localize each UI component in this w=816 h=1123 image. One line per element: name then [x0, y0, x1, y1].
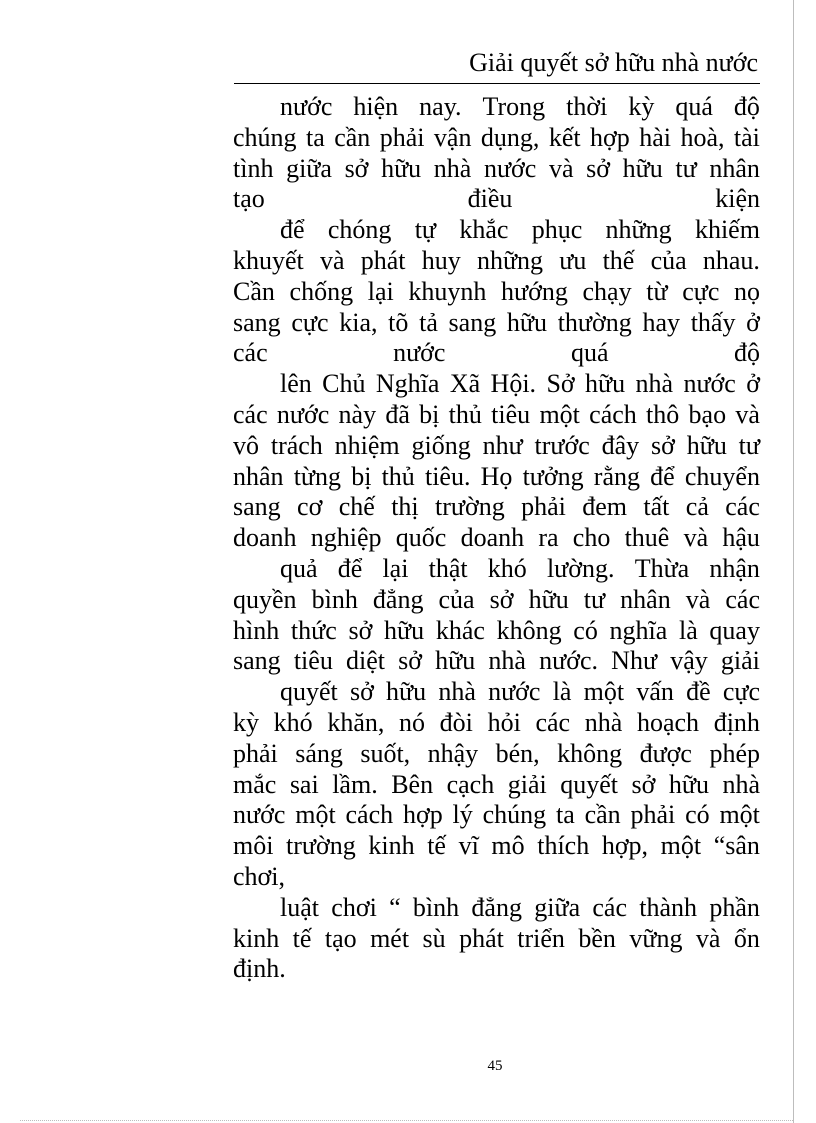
word: của [438, 584, 475, 614]
word: phần [709, 892, 760, 922]
word: tõ [388, 307, 409, 337]
word: nghiệp [310, 523, 382, 553]
word: khó [273, 707, 313, 737]
word: hợp, [601, 831, 649, 861]
word: ưu [559, 245, 587, 275]
text-line [233, 308, 760, 339]
word: cực [722, 677, 760, 707]
word: từ [646, 276, 668, 306]
word: nghĩa [609, 615, 668, 645]
word: khắc [459, 215, 509, 245]
text-line [233, 246, 760, 277]
word: cách [589, 399, 637, 429]
word: cơ [297, 492, 323, 522]
word: quá [675, 92, 713, 121]
word: và [695, 923, 721, 953]
text-line [233, 893, 760, 924]
word: một [660, 831, 702, 861]
word: huy [421, 245, 461, 275]
word: nhà [722, 769, 760, 799]
word: của [650, 245, 687, 275]
word: là [552, 677, 572, 707]
word: những [476, 245, 544, 275]
word: hữu [668, 769, 709, 799]
word: đòi [439, 707, 473, 737]
word: không [496, 615, 562, 645]
word: kỳ [628, 92, 655, 121]
word: cả [685, 492, 709, 522]
word: có [685, 800, 710, 830]
text-line [233, 462, 760, 493]
word: quả [280, 553, 318, 583]
page-edge-right [793, 0, 794, 1123]
word: kết [548, 122, 581, 152]
word: sở [586, 153, 611, 183]
word: nước [233, 800, 286, 830]
word: nước [276, 399, 330, 429]
word: các [233, 399, 268, 429]
text-line [233, 123, 760, 154]
text-line [233, 184, 760, 215]
word: quay [709, 615, 760, 645]
text-line [233, 646, 760, 677]
word: nhà [635, 369, 674, 399]
page-edge-bottom [20, 1120, 793, 1121]
word: các [592, 892, 628, 922]
text-line [233, 800, 760, 831]
word: sang [448, 307, 497, 337]
word: “sân [713, 831, 760, 861]
word: trường [435, 492, 505, 522]
word: giữa [286, 153, 332, 183]
word: triển [517, 923, 565, 953]
word: bạo [688, 399, 727, 429]
word: chóng [327, 215, 392, 245]
word: tiêu. [424, 461, 471, 491]
text-line [233, 523, 760, 554]
word: Cần [233, 276, 275, 306]
word: lại [367, 276, 394, 306]
word: nước [683, 369, 736, 399]
word: hậu [722, 523, 760, 553]
word: một [295, 800, 336, 830]
word: nhà [433, 153, 472, 183]
word: Chủ [322, 369, 366, 399]
word: Xã [449, 369, 481, 399]
word: nước [393, 338, 446, 368]
word: vững [629, 923, 683, 953]
word: và [548, 153, 574, 183]
word: hữu [528, 584, 569, 614]
word: không [557, 738, 623, 768]
word: thường [557, 307, 632, 337]
word: và [683, 523, 709, 553]
word: đây [601, 430, 640, 460]
word: sang [233, 646, 281, 676]
text-line [233, 554, 760, 585]
word: có [573, 615, 598, 645]
word: Trong [482, 92, 546, 121]
word: kiện [715, 184, 760, 214]
text-line [233, 369, 760, 400]
word: lường. [546, 553, 615, 583]
word: trách [270, 430, 323, 460]
word: giải [507, 769, 547, 799]
word: các [233, 338, 268, 368]
word: sở [651, 430, 675, 460]
word: các [725, 584, 760, 614]
header-rule [234, 83, 760, 84]
word: sang [233, 307, 281, 337]
word: hữu [622, 153, 663, 183]
word: lên [280, 369, 312, 399]
word: môi [233, 831, 274, 861]
word: nhau. [702, 245, 760, 275]
word: thuê [624, 523, 670, 553]
word: hoà, [680, 122, 725, 152]
word: “ [389, 892, 401, 922]
word: một [719, 800, 760, 830]
word: điều [467, 184, 513, 214]
word: và [735, 399, 760, 429]
word: sở [349, 677, 374, 707]
word: đem [582, 492, 628, 522]
text-line [233, 616, 760, 647]
word: kinh [368, 831, 415, 861]
word: thủ [448, 399, 482, 429]
word: hữu [381, 153, 422, 183]
word: vĩ [458, 831, 479, 861]
word: thời [566, 92, 608, 121]
word: tư [738, 430, 760, 460]
word: chuyển [684, 461, 760, 491]
text-line [233, 924, 760, 955]
word: hiện [353, 92, 399, 121]
word: bị [351, 461, 372, 491]
text-line [233, 400, 760, 431]
text-line [233, 831, 760, 862]
word: tiêu [293, 646, 333, 676]
word: thủ [381, 461, 415, 491]
page-number: 45 [487, 1058, 503, 1074]
word: cần [334, 122, 371, 152]
word: ổn [733, 923, 760, 953]
word: bền [578, 923, 616, 953]
word: thô [646, 399, 680, 429]
word: hợp [402, 800, 443, 830]
word: kinh [233, 923, 280, 953]
word: các [725, 492, 760, 522]
word: thức [290, 615, 337, 645]
text-line [233, 492, 760, 523]
word: các [535, 707, 571, 737]
word: hình [233, 615, 280, 645]
word: quá [570, 338, 609, 368]
word: cần [584, 800, 621, 830]
word: tình [233, 153, 274, 183]
word: trước [534, 430, 590, 460]
word: tả [419, 307, 438, 337]
word: cạch [446, 769, 495, 799]
word: này [338, 399, 377, 429]
word: Hội. [490, 369, 537, 399]
word: hữu [435, 646, 476, 676]
word: nhà [438, 677, 476, 707]
word: và [685, 584, 711, 614]
word: nhà [488, 646, 526, 676]
word: tưởng [522, 461, 584, 491]
word: định [713, 707, 760, 737]
word: doanh [233, 523, 297, 553]
word: vô [233, 430, 259, 460]
word: để [337, 553, 363, 583]
text-line [233, 277, 760, 308]
word: khiếm [694, 215, 760, 245]
word: để [650, 461, 675, 491]
word: nước [483, 153, 537, 183]
word: lầm. [332, 769, 378, 799]
word: ra [538, 523, 559, 553]
word: vậy [670, 646, 708, 676]
word: phải [379, 122, 425, 152]
word: ta [555, 800, 575, 830]
text-line [233, 677, 760, 708]
word: nước. [539, 646, 599, 676]
word: chế [338, 492, 375, 522]
word: hợp [590, 122, 630, 152]
word: giống [411, 430, 471, 460]
word: độ [733, 338, 760, 368]
word: là [678, 615, 698, 645]
word: dụng, [480, 122, 540, 152]
word: ở [746, 307, 760, 337]
word: khác [435, 615, 485, 645]
word: nhân [233, 461, 284, 491]
word: sở [348, 615, 373, 645]
word: mắc [233, 769, 277, 799]
word: hỏi [487, 707, 521, 737]
text-line [233, 708, 760, 739]
word: quyền [233, 584, 297, 614]
word: bình [311, 584, 358, 614]
word: những [605, 215, 672, 245]
word: tạo [324, 923, 357, 953]
word: đề [686, 677, 711, 707]
word: sù [422, 923, 446, 953]
text-line [233, 770, 760, 801]
word: khăn, [327, 707, 385, 737]
word: chúng [233, 122, 297, 152]
word: nhận [709, 553, 760, 583]
word: khuyết [233, 245, 304, 275]
word: nhậy [427, 738, 479, 768]
word: đẳng [372, 584, 424, 614]
word: hữu [585, 369, 626, 399]
word: vấn [636, 677, 674, 707]
word: sáng [295, 738, 343, 768]
text-line [233, 585, 760, 616]
word: phát [360, 245, 406, 275]
body-text [233, 92, 760, 985]
word: tiêu [491, 399, 531, 429]
word: một [583, 677, 625, 707]
word: được [639, 738, 692, 768]
word: tự [414, 215, 437, 245]
word: thị [391, 492, 419, 522]
word: mét [370, 923, 410, 953]
word: hữu [686, 430, 727, 460]
word: phát [459, 923, 504, 953]
word: nhà [584, 707, 623, 737]
word: để [280, 215, 305, 245]
word: sang [233, 492, 281, 522]
word: Bên [391, 769, 434, 799]
word: lại [382, 553, 409, 583]
word: hoạch [636, 707, 700, 737]
word: phải [630, 800, 676, 830]
word: chống [289, 276, 354, 306]
word: sở [489, 584, 514, 614]
word: tạo [233, 184, 265, 214]
word: Sở [546, 369, 575, 399]
word: chạy [582, 276, 632, 306]
word: hữu [506, 307, 547, 337]
word: tư [675, 153, 697, 183]
word: Như [611, 646, 658, 676]
word: nọ [734, 276, 760, 306]
text-line [233, 431, 760, 462]
word: Họ [480, 461, 513, 491]
word: khó [487, 553, 527, 583]
text-line [233, 154, 760, 185]
word: luật [280, 892, 319, 922]
word: hữu [386, 677, 427, 707]
word: chúng [482, 800, 547, 830]
word: Thừa [634, 553, 690, 583]
word: khuynh [408, 276, 487, 306]
word: nước [280, 92, 333, 121]
word: phép [709, 738, 760, 768]
word: quốc [395, 523, 447, 553]
word: doanh [460, 523, 525, 553]
word: Nghĩa [375, 369, 440, 399]
word: ta [305, 122, 325, 152]
running-header: Giải quyết sở hữu nhà nước [469, 48, 758, 77]
word: nó [399, 707, 426, 737]
word: trường [286, 831, 356, 861]
word: nhân [620, 584, 671, 614]
word: vận [433, 122, 472, 152]
word: thế [602, 245, 635, 275]
word: nước [488, 677, 541, 707]
word: quyết [280, 677, 338, 707]
text-line: định. [233, 954, 286, 984]
text-line [233, 215, 760, 246]
word: diệt [345, 646, 385, 676]
word: hướng [501, 276, 568, 306]
word: thích [537, 831, 590, 861]
word: và [319, 245, 345, 275]
word: đã [385, 399, 410, 429]
word: từng [293, 461, 342, 491]
word: kia, [339, 307, 378, 337]
word: kỳ [233, 707, 259, 737]
word: cho [572, 523, 611, 553]
word: như [482, 430, 523, 460]
word: thấy [690, 307, 736, 337]
word: phục [531, 215, 583, 245]
text-line [233, 338, 760, 369]
word: mô [491, 831, 525, 861]
word: nhiệm [334, 430, 400, 460]
word: giải [720, 646, 760, 676]
word: giữa [534, 892, 581, 922]
word: chơi [331, 892, 377, 922]
word: phải [521, 492, 566, 522]
text-line [233, 739, 760, 770]
word: hữu [384, 615, 425, 645]
word: tế [292, 923, 312, 953]
word: thành [639, 892, 698, 922]
word: bén, [495, 738, 540, 768]
word: thật [428, 553, 468, 583]
word: độ [733, 92, 760, 121]
word: cách [345, 800, 394, 830]
word: hài [639, 122, 671, 152]
word: một [539, 399, 580, 429]
word: rằng [593, 461, 640, 491]
word: sở [344, 153, 369, 183]
word: phải [233, 738, 278, 768]
word: đẳng [471, 892, 522, 922]
word: tất [643, 492, 670, 522]
word: ở [746, 369, 760, 399]
word: tế [427, 831, 446, 861]
word: cực [682, 276, 720, 306]
word: hay [642, 307, 680, 337]
word: bình [412, 892, 460, 922]
word: bị [419, 399, 440, 429]
word: sở [631, 769, 656, 799]
word: sở [398, 646, 423, 676]
text-line [233, 92, 760, 123]
word: sai [289, 769, 319, 799]
word: lý [452, 800, 473, 830]
word: nay. [419, 92, 462, 121]
word: cực [291, 307, 329, 337]
word: quyết [560, 769, 618, 799]
word: tài [733, 122, 760, 152]
word: tư [583, 584, 606, 614]
word: suốt, [360, 738, 411, 768]
word: nhân [709, 153, 760, 183]
text-line: chơi, [233, 861, 286, 891]
